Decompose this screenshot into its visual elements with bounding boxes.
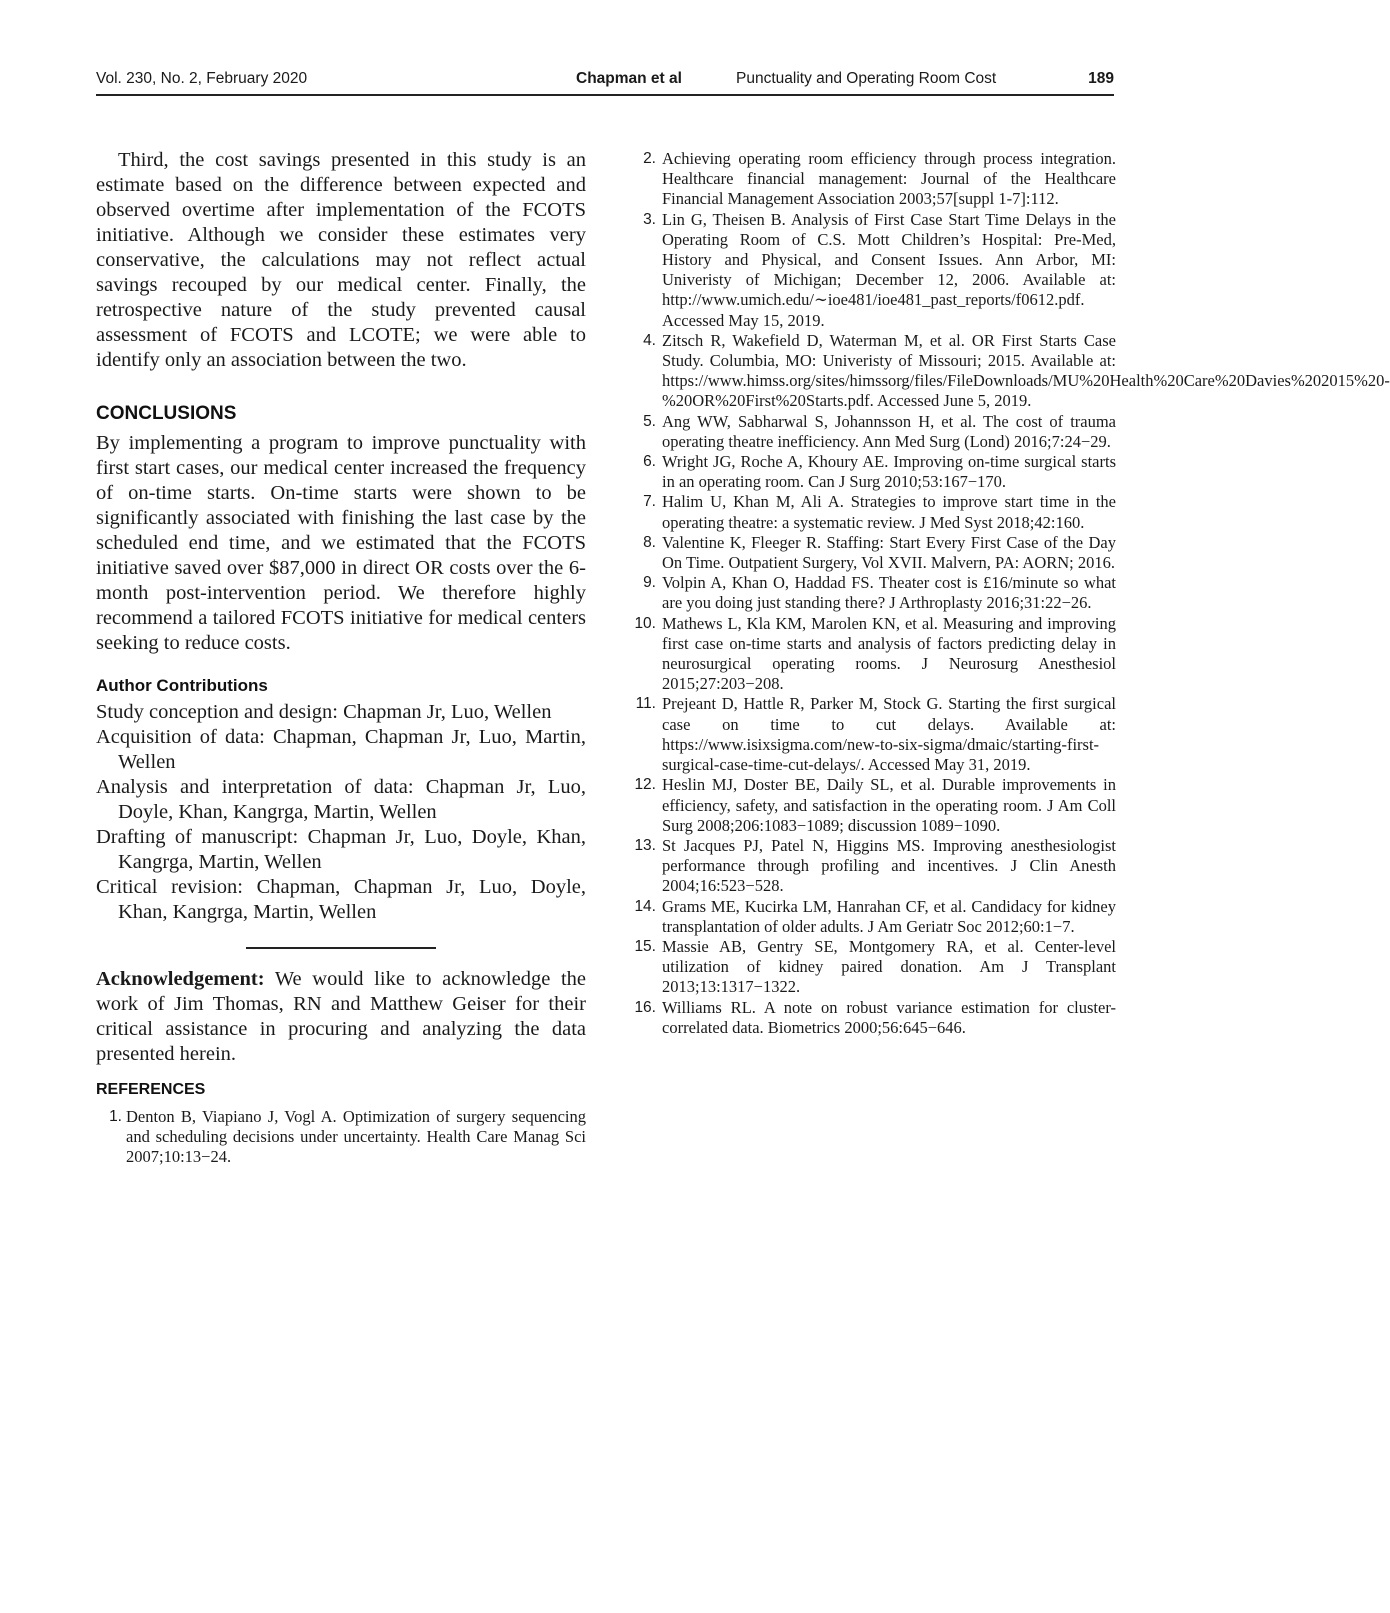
reference-item [630,412,1116,452]
reference-item [630,775,1116,836]
limitations-paragraph: Third, the cost savings presented in this study is an estimate based on the difference between expected and observed overtime after implementation of the FCOTS initiative. Although we consider these estimates very conservative, the calculations may not reflect actual savings recouped by our medical center. Finally, the retrospective nature of the study prevented causal assessment of FCOTS and LCOTE; we were able to identify only an association between the two. [96,149,586,371]
reference-text: St Jacques PJ, Patel N, Higgins MS. Improving anesthesiologist performance through profiling and incentives. J Clin Anesth 2004;16:523−528. [662,835,1116,896]
reference-text: Volpin A, Khan O, Haddad FS. Theater cost is £16/minute so what are you doing just standing there? J Arthroplasty 2016;31:22−26. [662,573,1116,613]
reference-text: Achieving operating room efficiency through process integration. Healthcare financial management: Journal of the Healthcare Financial Management Association 2003;57[suppl 1-7]:112. [662,149,1116,209]
conclusions-paragraph: By implementing a program to improve punctuality with first start cases, our medical center increased the frequency of on-time starts. On-time starts were shown to be significantly associated with finishing the last case by the scheduled end time, and we estimated that the FCOTS initiative saved over $87,000 in direct OR costs over the 6-month post-intervention period. We therefore highly recommend a tailored FCOTS initiative for medical centers seeking to reduce costs. [96,432,586,654]
contribution-item: Critical revision: Chapman, Chapman Jr, Luo, Doyle, Khan, Kangrga, Martin, Wellen [96,876,586,923]
reference-text: Zitsch R, Wakefield D, Waterman M, et al. OR First Starts Case Study. Columbia, MO: Univeristy of Missouri; 2015. Available at: https://www.himss.org/sites/himssorg/files/FileDownloads/MU%20Health%20Care%20Davies%202015%20-%20OR%20First%20Starts.pdf. Accessed June 5, 2019. [662,330,1390,411]
reference-number: 5. [643,412,656,430]
page-number: 189 [1088,70,1114,87]
reference-item [630,998,1116,1038]
reference-number: 3. [643,210,656,228]
reference-item [630,573,1116,613]
reference-number: 16. [634,998,656,1016]
reference-number: 2. [643,150,656,167]
references-list-right [630,149,1390,1038]
left-column [96,148,586,1168]
section-divider [246,947,436,949]
reference-item [630,836,1116,897]
reference-number: 7. [643,493,656,511]
reference-number: 6. [643,453,656,471]
reference-item [630,897,1116,937]
acknowledgement-paragraph [96,967,586,1067]
author-contributions-heading: Author Contributions [96,676,268,695]
reference-text: Halim U, Khan M, Ali A. Strategies to improve start time in the operating theatre: a systematic review. J Med Syst 2018;42:160. [662,492,1116,532]
reference-item [630,694,1116,775]
reference-number: 15. [634,937,656,955]
running-authors: Chapman et al [576,70,682,87]
running-header [96,68,1114,96]
reference-number: 10. [634,614,656,632]
reference-item [630,937,1116,998]
reference-text: Prejeant D, Hattle R, Parker M, Stock G. Starting the first surgical case on time to cut delays. Available at: https://www.isixsigma.com/new-to-six-sigma/dmaic/starting-first-surgical-case-time-cut-delays/. Accessed May 31, 2019. [662,694,1116,775]
reference-item [630,149,1116,210]
reference-text: Mathews L, Kla KM, Marolen KN, et al. Measuring and improving first case on-time starts and analysis of factors predicting delay in neurosurgical operating rooms. J Neurosurg Anesthesiol 2015;27:203−208. [662,613,1116,694]
acknowledgement-text: We would like to acknowledge the work of Jim Thomas, RN and Matthew Geiser for their critical assistance in procuring and analyzing the data presented herein. [96,968,586,1065]
running-title: Punctuality and Operating Room Cost [736,70,997,87]
reference-number: 1. [109,1108,122,1125]
reference-item [630,614,1116,695]
reference-item [96,1107,586,1168]
references-list-left [96,1107,586,1168]
reference-text: Grams ME, Kucirka LM, Hanrahan CF, et al. Candidacy for kidney transplantation of older adults. J Am Geriatr Soc 2012;60:1−7. [662,896,1116,936]
reference-text: Massie AB, Gentry SE, Montgomery RA, et al. Center-level utilization of kidney paired donation. Am J Transplant 2013;13:1317−1322. [662,936,1116,997]
reference-text: Ang WW, Sabharwal S, Johannsson H, et al. The cost of trauma operating theatre inefficiency. Ann Med Surg (Lond) 2016;7:24−29. [662,411,1116,451]
reference-number: 8. [643,533,656,551]
reference-item [630,533,1116,573]
author-contributions-list [96,700,586,925]
reference-item [630,210,1116,331]
right-column [630,149,1390,1038]
reference-text: Valentine K, Fleeger R. Staffing: Start Every First Case of the Day On Time. Outpatient Surgery, Vol XVII. Malvern, PA: AORN; 2016. [662,532,1116,573]
conclusions-heading: CONCLUSIONS [96,403,237,424]
contribution-item: Study conception and design: Chapman Jr, Luo, Wellen [96,701,552,723]
reference-text: Wright JG, Roche A, Khoury AE. Improving on-time surgical starts in an operating room. Can J Surg 2010;53:167−170. [662,452,1116,492]
reference-item [630,492,1116,532]
journal-volume: Vol. 230, No. 2, February 2020 [96,70,308,87]
reference-number: 14. [634,897,656,915]
reference-item [630,330,1390,412]
reference-text: Lin G, Theisen B. Analysis of First Case Start Time Delays in the Operating Room of C.S. Mott Children’s Hospital: Pre-Med, History and Physical, and Consent Issues. Ann Arbor, MI: Univeristy of Michigan; December 12, 2006. Available at: http://www.umich.edu/∼ioe481/ioe481_past_reports/f0612.pdf. Accessed May 15, 2019. [662,209,1116,330]
references-heading: REFERENCES [96,1081,206,1098]
reference-item [630,452,1116,492]
reference-number: 4. [643,331,656,349]
contribution-item: Analysis and interpretation of data: Chapman Jr, Luo, Doyle, Khan, Kangrga, Martin, Wellen [96,776,586,823]
reference-text: Denton B, Viapiano J, Vogl A. Optimization of surgery sequencing and scheduling decisions under uncertainty. Health Care Manag Sci 2007;10:13−24. [126,1107,586,1167]
contribution-item: Acquisition of data: Chapman, Chapman Jr, Luo, Martin, Wellen [96,726,586,773]
reference-number: 13. [634,836,656,854]
reference-number: 11. [635,695,656,713]
reference-number: 9. [643,574,656,592]
acknowledgement-label: Acknowledgement: [96,968,265,990]
reference-number: 12. [634,776,656,794]
contribution-item: Drafting of manuscript: Chapman Jr, Luo, Doyle, Khan, Kangrga, Martin, Wellen [96,826,586,873]
reference-text: Heslin MJ, Doster BE, Daily SL, et al. Durable improvements in efficiency, safety, and satisfaction in the operating room. J Am Coll Surg 2008;206:1083−1089; discussion 1089−1090. [662,775,1116,835]
reference-text: Williams RL. A note on robust variance estimation for cluster-correlated data. Biometrics 2000;56:645−646. [662,997,1116,1037]
